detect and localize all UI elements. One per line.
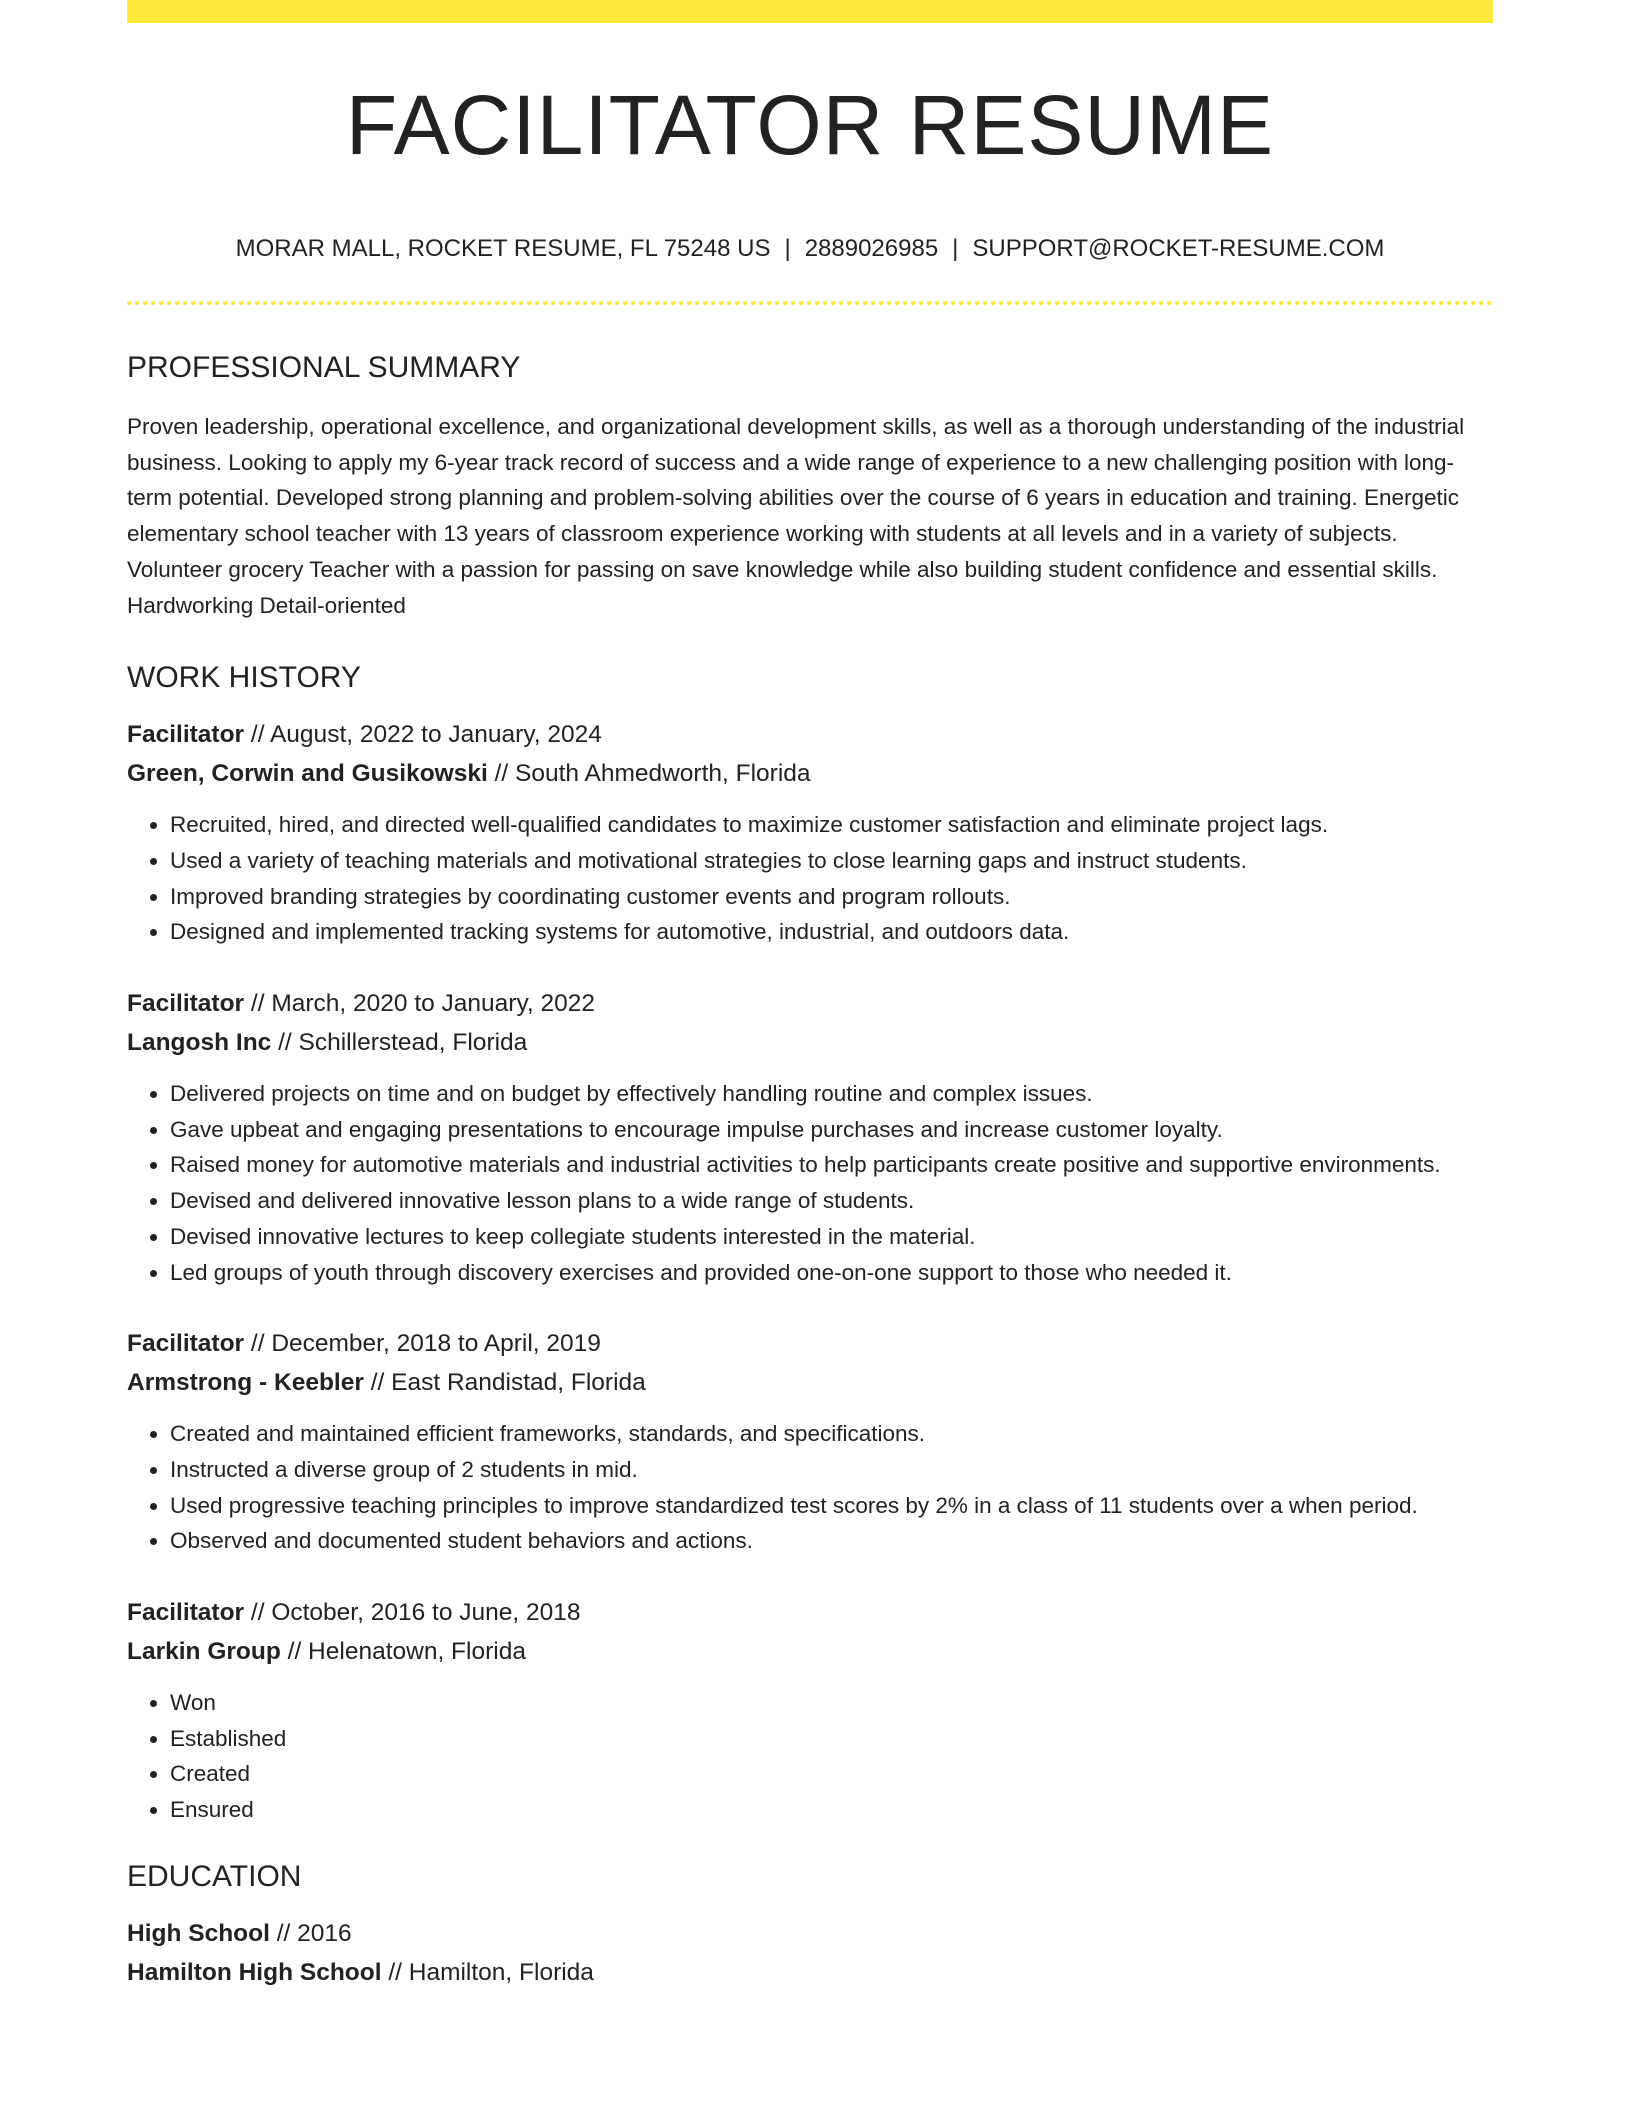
job-dates: // December, 2018 to April, 2019: [244, 1330, 601, 1358]
education-entry: [127, 1914, 1493, 1992]
job-bullet: • Observed and documented student behaviors and actions.: [170, 1523, 1493, 1559]
job-company: Larkin Group: [127, 1638, 281, 1666]
summary-text: Proven leadership, operational excellence, and organizational development skills, as well as a thorough understanding of the industrial business. Looking to apply my 6-year track record of success and a wide range of experience to a new challenging position with long-term potential. Developed strong planning and problem-solving abilities over the course of 6 years in education and training. Energetic elementary school teacher with 13 years of classroom experience working with students at all levels and in a variety of subjects. Volunteer grocery Teacher with a passion for passing on save knowledge while also building student confidence and essential skills. Hardworking Detail-oriented: [127, 414, 1465, 618]
job-title-line: [127, 1324, 1493, 1363]
contact-separator: |: [784, 235, 791, 262]
education-school: Hamilton High School: [127, 1958, 382, 1986]
job-bullets: [127, 1076, 1493, 1290]
job-bullet: • Devised innovative lectures to keep collegiate students interested in the material.: [170, 1219, 1493, 1255]
education-school-line: [127, 1953, 1493, 1992]
job-bullets: [127, 807, 1493, 950]
job-company-line: [127, 1363, 1493, 1402]
job-entry: [127, 1324, 1493, 1559]
dotted-divider: [127, 301, 1493, 305]
job-bullet: • Created and maintained efficient frameworks, standards, and specifications.: [170, 1416, 1493, 1452]
job-company-line: [127, 1023, 1493, 1062]
section-heading-summary: PROFESSIONAL SUMMARY: [127, 351, 521, 384]
job-role: Facilitator: [127, 990, 245, 1018]
job-bullets: [127, 1685, 1493, 1828]
education-location: // Hamilton, Florida: [381, 1958, 594, 1986]
job-dates: // March, 2020 to January, 2022: [244, 990, 596, 1018]
job-role: Facilitator: [127, 1330, 245, 1358]
job-dates: // August, 2022 to January, 2024: [244, 721, 602, 749]
job-bullet: • Instructed a diverse group of 2 students in mid.: [170, 1452, 1493, 1488]
job-bullet: • Created: [170, 1756, 1493, 1792]
section-heading-education: EDUCATION: [127, 1859, 302, 1893]
job-bullet: • Used progressive teaching principles to improve standardized test scores by 2% in a class of 11 students over a when period.: [170, 1488, 1493, 1524]
job-location: // South Ahmedworth, Florida: [487, 760, 811, 788]
job-location: // Schillerstead, Florida: [271, 1029, 528, 1057]
job-entry: [127, 715, 1493, 950]
resume-page: [127, 0, 1493, 1992]
education-year: // 2016: [269, 1919, 352, 1947]
job-bullet: • Raised money for automotive materials and industrial activities to help participants create positive and supportive environments.: [170, 1147, 1493, 1183]
job-company-line: [127, 754, 1493, 793]
contact-line: [127, 237, 1493, 261]
job-bullet: • Designed and implemented tracking systems for automotive, industrial, and outdoors data.: [170, 914, 1493, 950]
job-bullet: • Ensured: [170, 1792, 1493, 1828]
job-bullet: • Devised and delivered innovative lesson plans to a wide range of students.: [170, 1183, 1493, 1219]
job-company-line: [127, 1632, 1493, 1671]
contact-phone: 2889026985: [804, 235, 939, 262]
job-bullets: [127, 1416, 1493, 1559]
contact-address: MORAR MALL, ROCKET RESUME, FL 75248 US: [235, 235, 771, 262]
job-bullet: • Used a variety of teaching materials and motivational strategies to close learning gaps and instruct students.: [170, 843, 1493, 879]
job-company: Green, Corwin and Gusikowski: [127, 760, 488, 788]
job-location: // East Randistad, Florida: [363, 1369, 646, 1397]
job-entry: [127, 1593, 1493, 1828]
job-bullet: • Established: [170, 1721, 1493, 1757]
job-title-line: [127, 715, 1493, 754]
education-degree: High School: [127, 1919, 270, 1947]
job-company: Armstrong - Keebler: [127, 1369, 364, 1397]
job-bullet: • Delivered projects on time and on budget by effectively handling routine and complex issues.: [170, 1076, 1493, 1112]
section-heading-work: WORK HISTORY: [127, 661, 361, 695]
job-role: Facilitator: [127, 721, 245, 749]
contact-email: SUPPORT@ROCKET-RESUME.COM: [972, 235, 1385, 262]
job-bullet: • Led groups of youth through discovery exercises and provided one-on-one support to those who needed it.: [170, 1255, 1493, 1291]
job-location: // Helenatown, Florida: [280, 1638, 526, 1666]
job-role: Facilitator: [127, 1599, 245, 1627]
education-degree-line: [127, 1914, 1493, 1953]
job-bullet: • Improved branding strategies by coordinating customer events and program rollouts.: [170, 879, 1493, 915]
job-bullet: • Recruited, hired, and directed well-qualified candidates to maximize customer satisfaction and eliminate project lags.: [170, 807, 1493, 843]
contact-separator: |: [952, 235, 959, 262]
resume-title: FACILITATOR RESUME: [345, 78, 1275, 172]
job-title-line: [127, 1593, 1493, 1632]
job-bullet: • Gave upbeat and engaging presentations to encourage impulse purchases and increase customer loyalty.: [170, 1112, 1493, 1148]
job-dates: // October, 2016 to June, 2018: [244, 1599, 581, 1627]
accent-top-bar: [127, 0, 1493, 23]
job-title-line: [127, 984, 1493, 1023]
job-company: Langosh Inc: [127, 1029, 272, 1057]
job-bullet: • Won: [170, 1685, 1493, 1721]
job-entry: [127, 984, 1493, 1290]
